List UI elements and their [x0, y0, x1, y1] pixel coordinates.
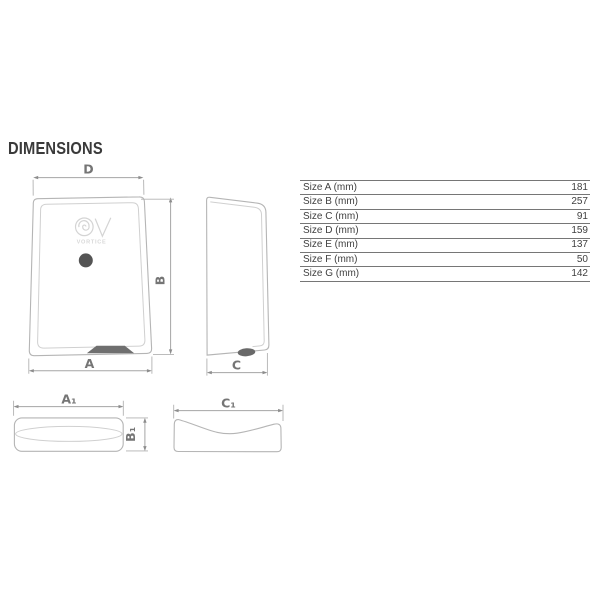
dim-label-a: A	[84, 356, 95, 371]
dim-label-b: B	[152, 275, 168, 286]
side-body-outline	[207, 197, 269, 355]
table-row	[300, 239, 590, 253]
table-row	[300, 253, 590, 267]
front-inner-outline	[38, 203, 145, 348]
size-value: 142	[571, 268, 588, 280]
size-label: Size A (mm)	[303, 181, 357, 193]
table-row	[300, 224, 590, 238]
dimension-b	[141, 197, 174, 354]
dim-label-b1: B₁	[122, 426, 138, 442]
table-row	[300, 195, 590, 209]
size-label: Size D (mm)	[303, 225, 359, 237]
sensor-dot	[79, 253, 93, 267]
size-label: Size B (mm)	[303, 196, 358, 208]
vortice-logo-icon	[76, 218, 111, 246]
size-value: 137	[571, 239, 588, 251]
dim-label-c: C	[231, 357, 242, 373]
size-label: Size G (mm)	[303, 268, 360, 280]
side-view-drawing	[207, 197, 269, 375]
dimension-c	[207, 353, 268, 376]
dimensions-table	[300, 180, 590, 282]
dimension-b1	[123, 418, 148, 451]
bottom-lens-outline	[16, 426, 122, 441]
profile-view-drawing	[174, 396, 284, 452]
logo-wordmark: VORTICE	[76, 239, 107, 246]
size-value: 50	[576, 253, 588, 265]
dim-label-c1: C₁	[221, 395, 236, 411]
dimension-c1	[174, 396, 284, 422]
size-label: Size C (mm)	[303, 210, 359, 222]
dimension-a1	[14, 392, 124, 416]
dim-label-a1: A₁	[61, 391, 77, 407]
dim-label-d: D	[83, 161, 94, 177]
size-value: 159	[571, 225, 588, 237]
bottom-body-outline	[14, 418, 123, 451]
bottom-view-drawing	[14, 392, 149, 452]
side-outlet-slot	[237, 348, 255, 357]
front-view-drawing	[29, 162, 174, 374]
profile-body-outline	[174, 420, 281, 452]
table-row	[300, 267, 590, 281]
size-label: Size E (mm)	[303, 239, 358, 251]
dimension-a	[29, 356, 152, 374]
size-value: 181	[571, 181, 588, 193]
logo-v	[95, 218, 111, 236]
dimension-d	[33, 162, 144, 196]
size-value: 257	[571, 196, 588, 208]
size-value: 91	[576, 210, 588, 222]
table-row	[300, 181, 590, 195]
table-row	[300, 210, 590, 224]
side-inner-outline	[210, 202, 264, 347]
logo-spiral	[79, 221, 89, 231]
page-title: DIMENSIONS	[8, 138, 103, 158]
size-label: Size F (mm)	[303, 253, 358, 265]
